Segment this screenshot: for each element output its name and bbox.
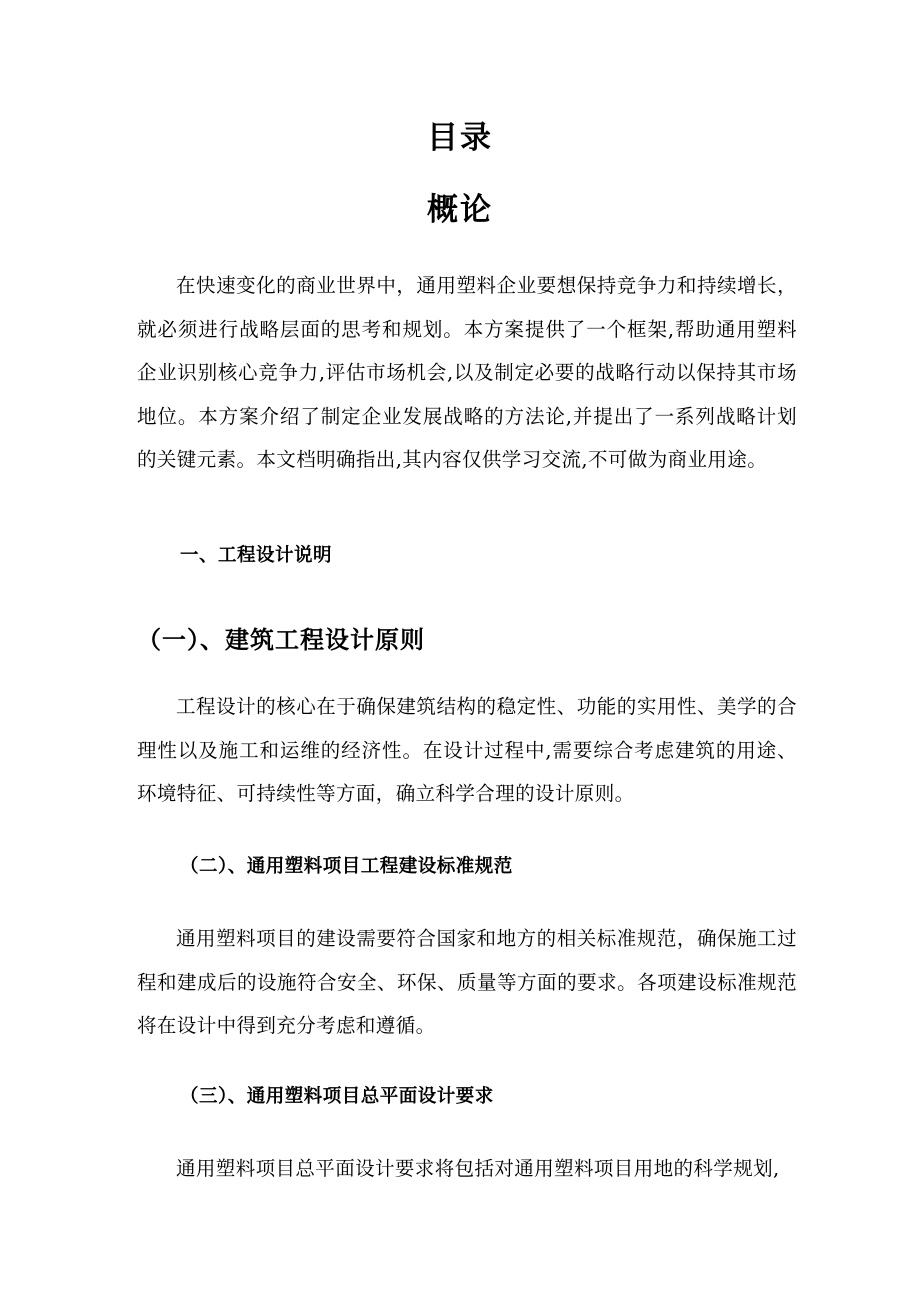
subsection-heading-standards: （二）、通用塑料项目工程建设标准规范 [180, 856, 513, 877]
paragraph-design-principles: 工程设计的核心在于确保建筑结构的稳定性、功能的实用性、美学的合理性以及施工和运维的经济性。在设计过程中,需要综合考虑建筑的用途、环境特征、可持续性等方面，确立科学合理的设计原则。 [137, 695, 797, 805]
section-heading-engineering-design: 一、工程设计说明 [180, 545, 333, 566]
subsection-heading-design-principles: （一）、建筑工程设计原则 [137, 625, 425, 654]
subsection-heading-site-plan: （三）、通用塑料项目总平面设计要求 [180, 1086, 494, 1107]
toc-title: 目录 [427, 120, 493, 156]
paragraph-standards: 通用塑料项目的建设需要符合国家和地方的相关标准规范，确保施工过程和建成后的设施符合安全、环保、质量等方面的要求。各项建设标准规范将在设计中得到充分考虑和遵循。 [137, 927, 797, 1037]
paragraph-site-plan: 通用塑料项目总平面设计要求将包括对通用塑料项目用地的科学规划, [176, 1157, 780, 1180]
intro-title: 概论 [427, 192, 493, 228]
intro-paragraph: 在快速变化的商业世界中，通用塑料企业要想保持竞争力和持续增长，就必须进行战略层面的思考和规划。本方案提供了一个框架,帮助通用塑料企业识别核心竞争力,评估市场机会,以及制定必要的战略行动以保持其市场地位。本方案介绍了制定企业发展战略的方法论,并提出了一系列战略计划的关键元素。本文档明确指出,其内容仅供学习交流,不可做为商业用途。 [137, 274, 797, 471]
